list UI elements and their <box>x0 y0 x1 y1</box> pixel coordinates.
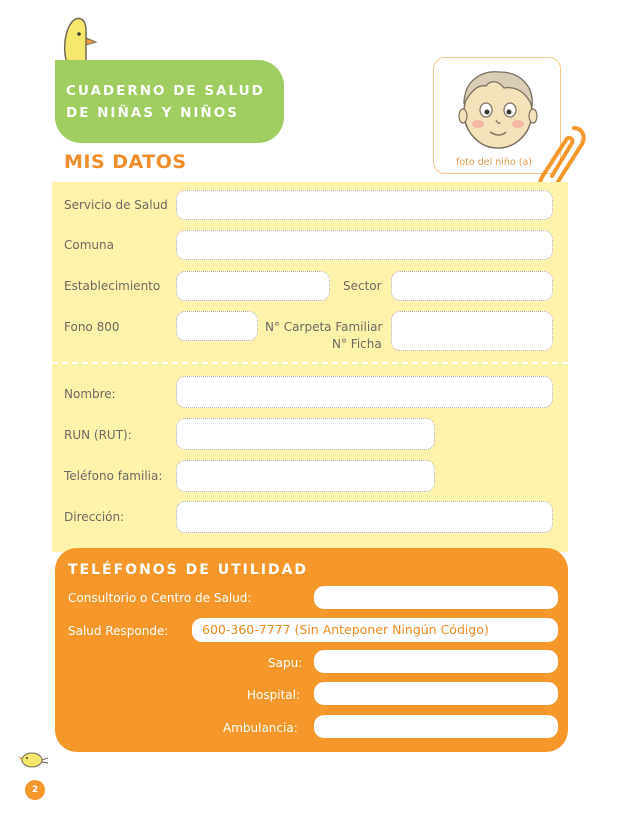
direccion-label: Dirección: <box>64 510 125 524</box>
ambulancia-field[interactable] <box>314 715 558 738</box>
sapu-field[interactable] <box>314 650 558 673</box>
run-field[interactable] <box>176 418 435 450</box>
direccion-field[interactable] <box>176 501 553 533</box>
panel-divider <box>52 362 568 364</box>
title-line-1: CUADERNO DE SALUD <box>66 83 265 99</box>
title-line-2: DE NIÑAS Y NIÑOS <box>66 105 239 121</box>
sapu-label: Sapu: <box>268 656 303 670</box>
hospital-field[interactable] <box>314 682 558 705</box>
fono-field[interactable] <box>176 311 258 341</box>
carpeta-label: N° Carpeta Familiar <box>265 320 383 334</box>
telefono-field[interactable] <box>176 460 435 492</box>
carpeta-ficha-field[interactable] <box>391 311 553 351</box>
sector-field[interactable] <box>391 271 553 301</box>
servicio-label: Servicio de Salud <box>64 198 168 212</box>
ficha-label: N° Ficha <box>332 337 382 351</box>
photo-caption: foto del niño (a) <box>456 157 532 168</box>
nombre-label: Nombre: <box>64 387 116 401</box>
small-bird-illustration <box>16 748 50 772</box>
telefono-label: Teléfono familia: <box>64 469 163 483</box>
consultorio-field[interactable] <box>314 586 558 609</box>
nombre-field[interactable] <box>176 376 553 408</box>
comuna-label: Comuna <box>64 238 114 252</box>
hospital-label: Hospital: <box>247 688 301 702</box>
salud-responde-label: Salud Responde: <box>68 624 169 638</box>
establecimiento-field[interactable] <box>176 271 330 301</box>
run-label: RUN (RUT): <box>64 428 132 442</box>
page-number: 2 <box>25 780 45 800</box>
consultorio-label: Consultorio o Centro de Salud: <box>68 591 252 605</box>
sector-label: Sector <box>343 279 382 293</box>
title-badge <box>55 60 284 143</box>
servicio-field[interactable] <box>176 190 553 220</box>
comuna-field[interactable] <box>176 230 553 260</box>
ambulancia-label: Ambulancia: <box>223 721 298 735</box>
establecimiento-label: Establecimiento <box>64 279 161 293</box>
fono-label: Fono 800 <box>64 320 120 334</box>
utilidad-title: TELÉFONOS DE UTILIDAD <box>68 562 309 578</box>
salud-responde-value: 600-360-7777 (Sin Anteponer Ningún Código) <box>202 622 489 637</box>
section-title: MIS DATOS <box>64 151 187 173</box>
